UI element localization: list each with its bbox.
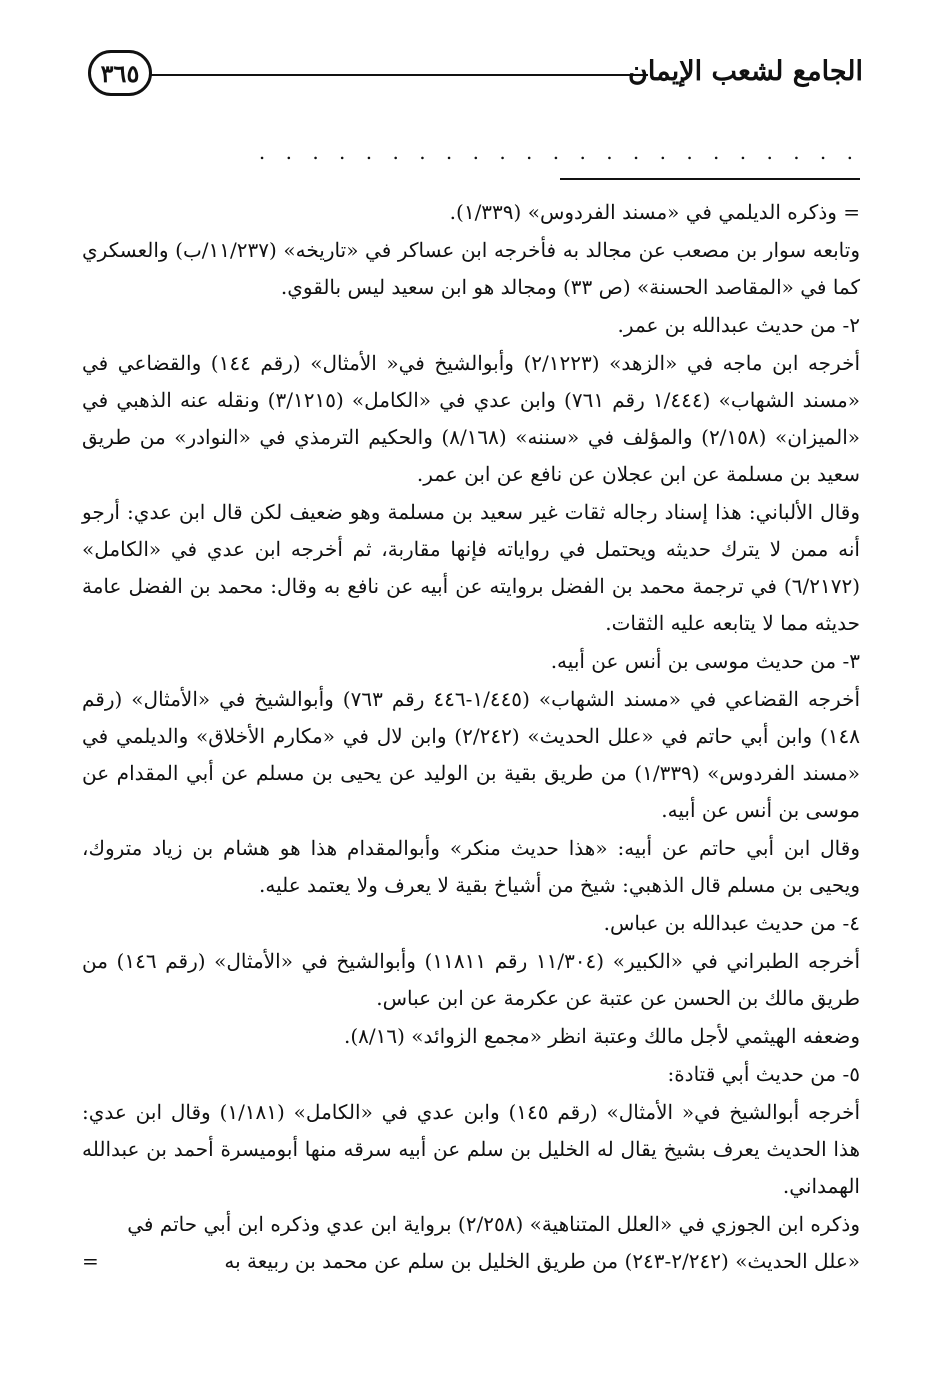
paragraph: أخرجه الطبراني في «الكبير» (١١/٣٠٤ رقم ١١٨١١) وأبوالشيخ في «الأمثال» (رقم ١٤٦) من طريق مالك بن الحسن عن عتبة عن عكرمة عن ابن عباس. (82, 949, 860, 1010)
footnote-body (82, 194, 860, 1280)
paragraph: وتابعه سوار بن مصعب عن مجالد به فأخرجه ابن عساكر في «تاريخه» (١١/٢٣٧/ب) والعسكري كما في «المقاصد الحسنة» (ص ٣٣) ومجالد هو ابن سعيد ليس بالقوي. (82, 238, 860, 299)
header-rule (150, 74, 648, 76)
paragraph: وقال الألباني: هذا إسناد رجاله ثقات غير سعيد بن مسلمة وهو ضعيف لكن قال ابن عدي: أرجو أنه ممن لا يترك حديثه ويحتمل في رواياته فإنها مقاربة، ثم أخرجه ابن عدي في «الكامل» (٦/٢١٧٢) في ترجمة محمد بن الفضل بروايته عن أبيه عن نافع به وقال: محمد بن الفضل عامة حديثه مما لا يتابعه عليه الثقات. (82, 500, 860, 635)
paragraph: أخرجه القضاعي في «مسند الشهاب» (١/٤٤٥-٤٤٦ رقم ٧٦٣) وأبوالشيخ في «الأمثال» (رقم ١٤٨) وابن أبي حاتم في «علل الحديث» (٢/٢٤٢) وابن لال في «مكارم الأخلاق» والديلمي في «مسند الفردوس» (١/٣٣٩) من طريق بقية بن الوليد عن يحيى بن مسلم عن أبي المقدام عن موسى بن أنس عن أبيه. (82, 687, 861, 822)
paragraph: = وذكره الديلمي في «مسند الفردوس» (١/٣٣٩). (449, 200, 860, 224)
page-number: ٣٦٥ (100, 58, 140, 88)
ellipsis-dots: . . . . . . . . . . . . . . . . . . . . . . . (258, 140, 860, 164)
running-header-title: الجامع لشعب الإيمان (628, 56, 863, 87)
continuation-mark: = (82, 1249, 99, 1273)
paragraph: وقال ابن أبي حاتم عن أبيه: «هذا حديث منكر» وأبوالمقدام هذا هو هشام بن زياد متروك، ويحيى بن مسلم قال الذهبي: شيخ من أشياخ بقية لا يعرف ولا يعتمد عليه. (82, 836, 860, 897)
last-line (82, 1243, 860, 1280)
paragraph-heading: ٣- من حديث موسى بن أنس عن أبيه. (550, 649, 860, 673)
paragraph: وضعفه الهيثمي لأجل مالك وعتبة انظر «مجمع الزوائد» (٨/١٦). (344, 1024, 860, 1048)
paragraph-heading: ٢- من حديث عبدالله بن عمر. (617, 313, 860, 337)
paragraph-heading: ٥- من حديث أبي قتادة: (667, 1062, 860, 1086)
paragraph-heading: ٤- من حديث عبدالله بن عباس. (603, 911, 860, 935)
paragraph: وذكره ابن الجوزي في «العلل المتناهية» (٢/٢٥٨) برواية ابن عدي وذكره ابن أبي حاتم في (127, 1212, 860, 1236)
paragraph: أخرجه أبوالشيخ في« الأمثال» (رقم ١٤٥) وابن عدي في «الكامل» (١/١٨١) وقال ابن عدي: هذا الحديث يعرف بشيخ يقال له الخليل بن سلم عن أبيه سرقه منها أبوميسرة أحمد بن عبدالله الهمداني. (82, 1100, 860, 1198)
last-line-text: «علل الحديث» (٢/٢٤٢-٢٤٣) من طريق الخليل بن سلم عن محمد بن ربيعة به (224, 1249, 860, 1273)
paragraph: أخرجه ابن ماجه في «الزهد» (٢/١٢٢٣) وأبوالشيخ في« الأمثال» (رقم ١٤٤) والقضاعي في «مسند الشهاب» (١/٤٤٤ رقم ٧٦١) وابن عدي في «الكامل» (٣/١٢١٥) ونقله عنه الذهبي في «الميزان» (٢/١٥٨) والمؤلف في «سننه» (٨/١٦٨) والحكيم الترمذي في «النوادر» من طريق سعيد بن مسلمة عن ابن عجلان عن نافع عن ابن عمر. (82, 351, 860, 486)
footnote-separator-rule (560, 178, 860, 180)
page-number-badge (88, 50, 152, 96)
